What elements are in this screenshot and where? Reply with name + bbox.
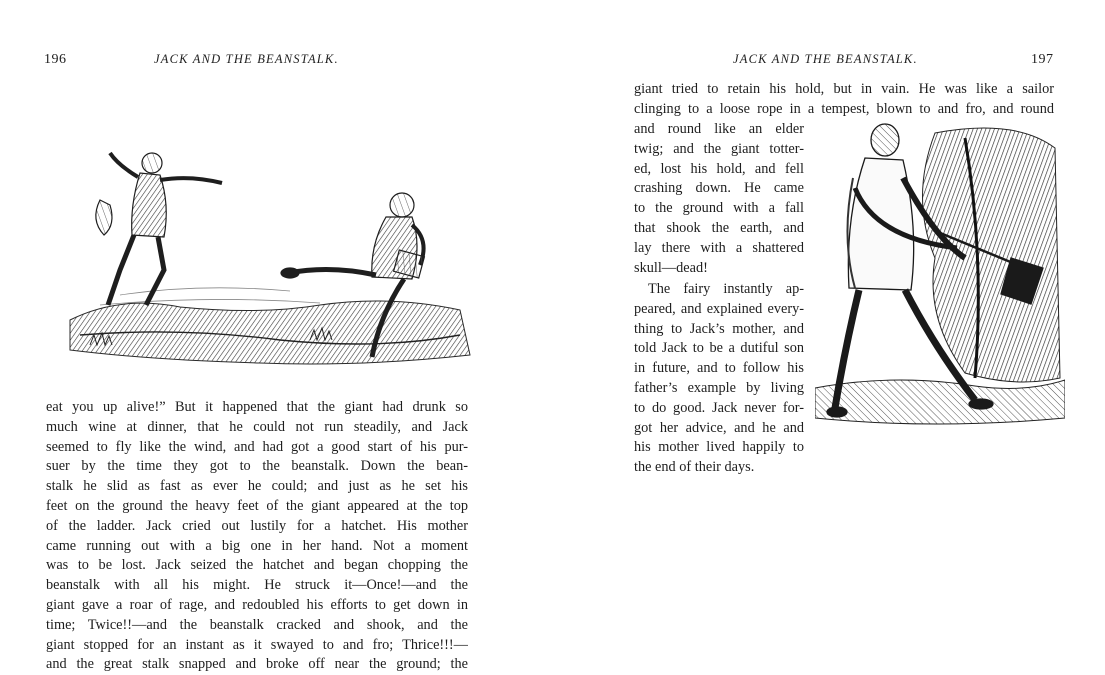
text-line: twig; and the giant totter- xyxy=(634,140,804,157)
text-line: seemed to fly like the wind, and had got a good start of his pur- xyxy=(46,438,468,455)
left-page xyxy=(0,0,552,672)
page-number: 196 xyxy=(44,52,67,67)
text-line: was to be lost. Jack seized the hatchet and began chopping the xyxy=(46,557,468,574)
text-line: time; Twice!!—and the beanstalk cracked and shook, and the xyxy=(46,616,468,633)
body-text-full xyxy=(634,80,1054,120)
text-line: came running out with a big one in her hand. Not a moment xyxy=(46,537,468,554)
text-line: the end of their days. xyxy=(634,459,755,476)
text-line: that shook the earth, and xyxy=(634,219,804,236)
text-line: lay there with a shattered xyxy=(634,239,804,256)
text-line: skull—dead! xyxy=(634,259,708,276)
text-line: of the ladder. Jack cried out lustily for a hatchet. His mother xyxy=(46,517,468,534)
body-text-narrow xyxy=(634,120,804,278)
text-line: stalk he slid as fast as ever he could; and just as he set his xyxy=(46,478,468,495)
text-line: to do good. Jack never for- xyxy=(634,399,804,416)
text-line: beanstalk with all his might. He struck it—Once!—and the xyxy=(46,577,468,594)
page-number: 197 xyxy=(1031,52,1054,67)
text-line: giant tried to retain his hold, but in vain. He was like a sailor xyxy=(634,81,1054,97)
text-line: The fairy instantly ap- xyxy=(648,281,804,297)
text-line: suer by the time they got to the beanstalk. Down the bean- xyxy=(46,458,468,475)
chopping-illustration xyxy=(815,118,1065,433)
text-line: peared, and explained every- xyxy=(634,300,804,317)
text-line: father’s example by living xyxy=(634,379,804,396)
text-line: thing to Jack’s mother, and xyxy=(634,320,804,337)
right-page xyxy=(553,0,1105,672)
body-text xyxy=(46,398,468,675)
text-line: in future, and to follow his xyxy=(634,360,804,377)
text-line: giant gave a roar of rage, and redoubled his efforts to get down in xyxy=(46,596,468,613)
text-line: giant stopped for an instant as it swayed to and fro; Thrice!!!— xyxy=(46,636,468,653)
chase-illustration xyxy=(60,145,480,375)
text-line: feet on the ground the heavy feet of the giant appeared at the top xyxy=(46,497,468,514)
text-line: ed, lost his hold, and fell xyxy=(634,160,804,177)
text-line: much wine at dinner, that he could not run steadily, and Jack xyxy=(46,418,468,435)
text-line: and round like an elder xyxy=(634,121,804,137)
text-line: clinging to a loose rope in a tempest, blown to and fro, and round xyxy=(634,100,1054,117)
text-line: and the great stalk snapped and broke off near the ground; the xyxy=(46,656,468,673)
text-line: his mother lived happily to xyxy=(634,439,804,456)
text-line: crashing down. He came xyxy=(634,180,804,197)
body-text-narrow-2 xyxy=(634,280,804,478)
text-line: eat you up alive!” But it happened that the giant had drunk so xyxy=(46,399,468,415)
running-head: JACK AND THE BEANSTALK. xyxy=(733,52,918,66)
text-line: told Jack to be a dutiful son xyxy=(634,340,804,357)
text-line: to the ground with a fall xyxy=(634,200,804,217)
text-line: got her advice, and he and xyxy=(634,419,804,436)
running-head: JACK AND THE BEANSTALK. xyxy=(154,52,339,66)
